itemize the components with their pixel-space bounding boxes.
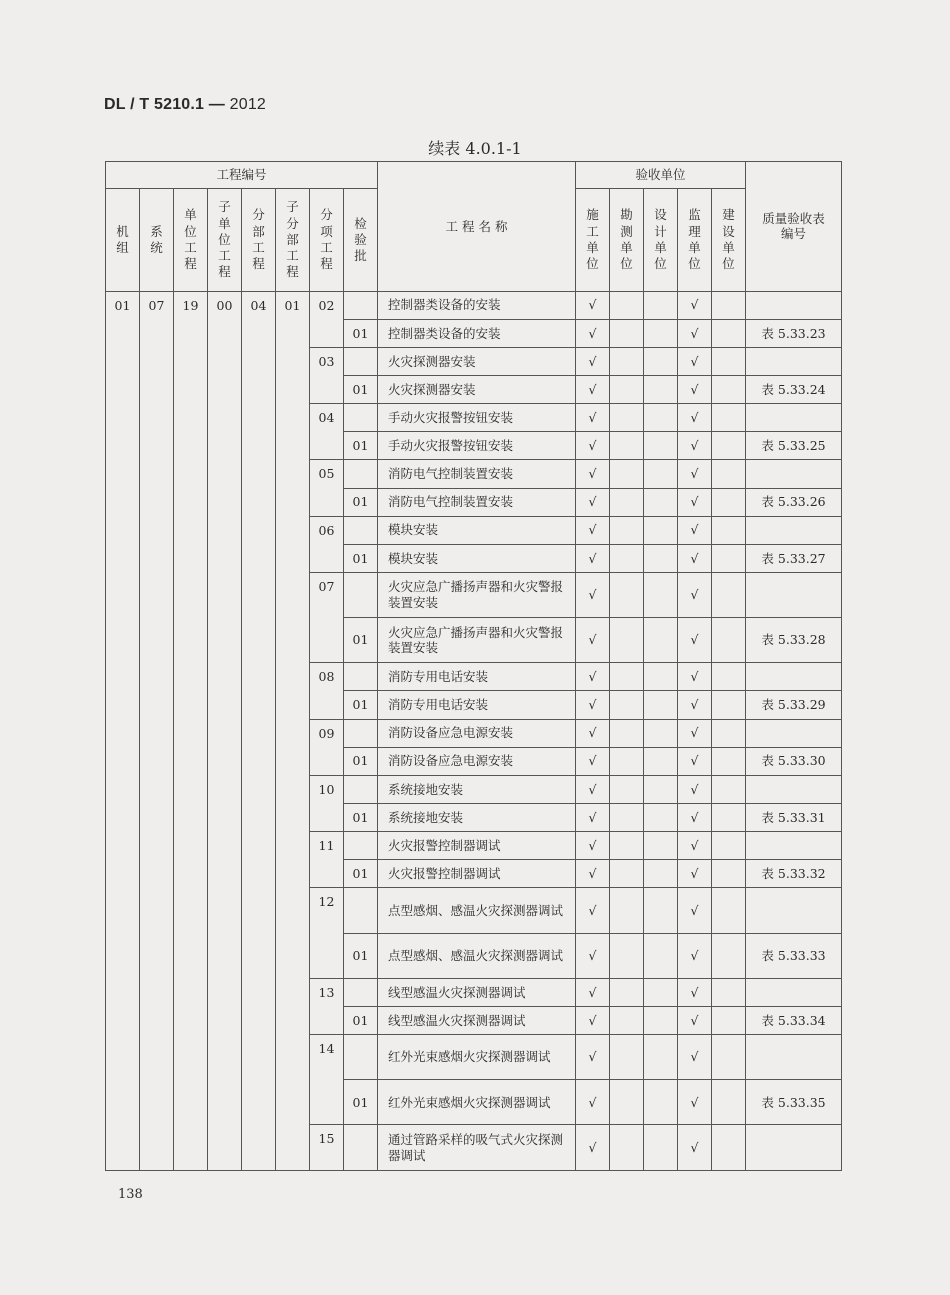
project-name: 消防专用电话安装	[378, 663, 576, 691]
owner-cell	[712, 747, 746, 775]
form-number: 表 5.33.31	[746, 803, 842, 831]
survey-cell	[610, 432, 644, 460]
design-cell	[644, 404, 678, 432]
form-number: 表 5.33.28	[746, 618, 842, 663]
construction-check: √	[576, 376, 610, 404]
design-cell	[644, 1125, 678, 1171]
construction-check: √	[576, 888, 610, 933]
batch-number: 01	[344, 1080, 378, 1125]
construction-check: √	[576, 347, 610, 375]
design-cell	[644, 832, 678, 860]
construction-check: √	[576, 1035, 610, 1080]
form-number: 表 5.33.24	[746, 376, 842, 404]
form-number	[746, 1035, 842, 1080]
design-cell	[644, 488, 678, 516]
survey-cell	[610, 663, 644, 691]
design-cell	[644, 719, 678, 747]
project-name: 控制器类设备的安装	[378, 291, 576, 319]
system-cell: 07	[140, 291, 174, 1170]
batch-number: 01	[344, 691, 378, 719]
owner-cell	[712, 1006, 746, 1034]
form-number	[746, 404, 842, 432]
construction-check: √	[576, 719, 610, 747]
design-cell	[644, 544, 678, 572]
owner-cell	[712, 1125, 746, 1171]
design-cell	[644, 376, 678, 404]
supervision-check: √	[678, 691, 712, 719]
header-sub-division: 子分部工程	[276, 189, 310, 292]
design-cell	[644, 888, 678, 933]
design-cell	[644, 1080, 678, 1125]
project-name: 火灾探测器安装	[378, 376, 576, 404]
design-cell	[644, 775, 678, 803]
form-number	[746, 832, 842, 860]
design-cell	[644, 663, 678, 691]
construction-check: √	[576, 572, 610, 617]
batch-number	[344, 516, 378, 544]
owner-cell	[712, 291, 746, 319]
survey-cell	[610, 832, 644, 860]
project-name: 系统接地安装	[378, 775, 576, 803]
project-name: 点型感烟、感温火灾探测器调试	[378, 933, 576, 978]
design-cell	[644, 1035, 678, 1080]
owner-cell	[712, 860, 746, 888]
survey-cell	[610, 544, 644, 572]
owner-cell	[712, 832, 746, 860]
header-project-name: 工 程 名 称	[378, 162, 576, 292]
project-name: 控制器类设备的安装	[378, 319, 576, 347]
batch-number	[344, 572, 378, 617]
owner-cell	[712, 888, 746, 933]
batch-number: 01	[344, 544, 378, 572]
design-cell	[644, 460, 678, 488]
form-number	[746, 978, 842, 1006]
batch-number	[344, 404, 378, 432]
header-dash: —	[204, 96, 230, 113]
survey-cell	[610, 888, 644, 933]
supervision-check: √	[678, 516, 712, 544]
page-number: 138	[118, 1187, 143, 1202]
design-cell	[644, 572, 678, 617]
batch-number: 01	[344, 933, 378, 978]
owner-cell	[712, 803, 746, 831]
design-cell	[644, 691, 678, 719]
project-name: 火灾应急广播扬声器和火灾警报装置安装	[378, 572, 576, 617]
table-row	[106, 291, 842, 319]
design-cell	[644, 347, 678, 375]
project-name: 通过管路采样的吸气式火灾探测器调试	[378, 1125, 576, 1171]
supervision-check: √	[678, 1125, 712, 1171]
construction-check: √	[576, 933, 610, 978]
supervision-check: √	[678, 460, 712, 488]
sub-unit-cell: 00	[208, 291, 242, 1170]
survey-cell	[610, 516, 644, 544]
batch-number	[344, 832, 378, 860]
supervision-check: √	[678, 376, 712, 404]
project-name: 火灾应急广播扬声器和火灾警报装置安装	[378, 618, 576, 663]
item-number: 07	[310, 572, 344, 662]
form-number: 表 5.33.32	[746, 860, 842, 888]
item-number: 04	[310, 404, 344, 460]
item-number: 02	[310, 291, 344, 347]
project-name: 线型感温火灾探测器调试	[378, 1006, 576, 1034]
form-number: 表 5.33.25	[746, 432, 842, 460]
header-supervision-unit: 监理单位	[678, 189, 712, 292]
design-cell	[644, 978, 678, 1006]
form-number: 表 5.33.30	[746, 747, 842, 775]
batch-number: 01	[344, 618, 378, 663]
batch-number	[344, 978, 378, 1006]
batch-number	[344, 719, 378, 747]
header-form-number: 质量验收表编号	[746, 162, 842, 292]
supervision-check: √	[678, 860, 712, 888]
construction-check: √	[576, 1080, 610, 1125]
survey-cell	[610, 1080, 644, 1125]
batch-number: 01	[344, 747, 378, 775]
design-cell	[644, 803, 678, 831]
owner-cell	[712, 775, 746, 803]
item-number: 03	[310, 347, 344, 403]
batch-number	[344, 1125, 378, 1171]
supervision-check: √	[678, 319, 712, 347]
header-construction-unit: 施工单位	[576, 189, 610, 292]
project-name: 点型感烟、感温火灾探测器调试	[378, 888, 576, 933]
construction-check: √	[576, 775, 610, 803]
form-number: 表 5.33.29	[746, 691, 842, 719]
project-name: 消防专用电话安装	[378, 691, 576, 719]
item-number: 14	[310, 1035, 344, 1125]
form-number: 表 5.33.35	[746, 1080, 842, 1125]
form-number	[746, 572, 842, 617]
form-number	[746, 516, 842, 544]
construction-check: √	[576, 544, 610, 572]
construction-check: √	[576, 618, 610, 663]
form-number: 表 5.33.34	[746, 1006, 842, 1034]
header-survey-unit: 勘测单位	[610, 189, 644, 292]
construction-check: √	[576, 404, 610, 432]
design-cell	[644, 618, 678, 663]
construction-check: √	[576, 803, 610, 831]
header-sub-unit-project: 子单位工程	[208, 189, 242, 292]
batch-number: 01	[344, 432, 378, 460]
supervision-check: √	[678, 488, 712, 516]
batch-number	[344, 347, 378, 375]
survey-cell	[610, 1125, 644, 1171]
survey-cell	[610, 747, 644, 775]
item-number: 11	[310, 832, 344, 888]
project-name: 火灾报警控制器调试	[378, 860, 576, 888]
design-cell	[644, 1006, 678, 1034]
item-number: 12	[310, 888, 344, 978]
project-name: 火灾探测器安装	[378, 347, 576, 375]
design-cell	[644, 432, 678, 460]
design-cell	[644, 516, 678, 544]
project-name: 手动火灾报警按钮安装	[378, 432, 576, 460]
construction-check: √	[576, 978, 610, 1006]
item-number: 05	[310, 460, 344, 516]
division-cell: 04	[242, 291, 276, 1170]
item-number: 09	[310, 719, 344, 775]
form-number	[746, 888, 842, 933]
owner-cell	[712, 347, 746, 375]
construction-check: √	[576, 1006, 610, 1034]
survey-cell	[610, 347, 644, 375]
owner-cell	[712, 319, 746, 347]
owner-cell	[712, 460, 746, 488]
owner-cell	[712, 618, 746, 663]
survey-cell	[610, 319, 644, 347]
owner-cell	[712, 572, 746, 617]
design-cell	[644, 291, 678, 319]
item-number: 08	[310, 663, 344, 719]
supervision-check: √	[678, 404, 712, 432]
form-number	[746, 775, 842, 803]
supervision-check: √	[678, 544, 712, 572]
construction-check: √	[576, 747, 610, 775]
batch-number	[344, 460, 378, 488]
document-header	[104, 96, 266, 114]
header-item: 分项工程	[310, 189, 344, 292]
acceptance-table	[105, 161, 842, 1171]
form-number	[746, 1125, 842, 1171]
owner-cell	[712, 516, 746, 544]
supervision-check: √	[678, 347, 712, 375]
form-number	[746, 291, 842, 319]
batch-number	[344, 1035, 378, 1080]
header-batch: 检验批	[344, 189, 378, 292]
design-cell	[644, 933, 678, 978]
owner-cell	[712, 691, 746, 719]
supervision-check: √	[678, 572, 712, 617]
form-number	[746, 347, 842, 375]
item-number: 10	[310, 775, 344, 831]
survey-cell	[610, 1006, 644, 1034]
construction-check: √	[576, 488, 610, 516]
construction-check: √	[576, 291, 610, 319]
header-system: 系统	[140, 189, 174, 292]
supervision-check: √	[678, 747, 712, 775]
form-number: 表 5.33.33	[746, 933, 842, 978]
project-name: 手动火灾报警按钮安装	[378, 404, 576, 432]
batch-number: 01	[344, 860, 378, 888]
project-name: 红外光束感烟火灾探测器调试	[378, 1080, 576, 1125]
form-number: 表 5.33.23	[746, 319, 842, 347]
project-name: 火灾报警控制器调试	[378, 832, 576, 860]
supervision-check: √	[678, 775, 712, 803]
survey-cell	[610, 488, 644, 516]
project-name: 消防设备应急电源安装	[378, 747, 576, 775]
supervision-check: √	[678, 618, 712, 663]
survey-cell	[610, 691, 644, 719]
project-name: 系统接地安装	[378, 803, 576, 831]
header-unit: 机组	[106, 189, 140, 292]
owner-cell	[712, 544, 746, 572]
project-name: 消防设备应急电源安装	[378, 719, 576, 747]
survey-cell	[610, 775, 644, 803]
survey-cell	[610, 460, 644, 488]
construction-check: √	[576, 1125, 610, 1171]
header-division: 分部工程	[242, 189, 276, 292]
batch-number: 01	[344, 1006, 378, 1034]
table-caption: 续表 4.0.1-1	[428, 139, 522, 158]
survey-cell	[610, 719, 644, 747]
design-cell	[644, 860, 678, 888]
form-number	[746, 719, 842, 747]
owner-cell	[712, 663, 746, 691]
supervision-check: √	[678, 291, 712, 319]
construction-check: √	[576, 460, 610, 488]
supervision-check: √	[678, 933, 712, 978]
construction-check: √	[576, 663, 610, 691]
supervision-check: √	[678, 432, 712, 460]
construction-check: √	[576, 860, 610, 888]
batch-number	[344, 663, 378, 691]
owner-cell	[712, 719, 746, 747]
unit-project-cell: 19	[174, 291, 208, 1170]
owner-cell	[712, 488, 746, 516]
supervision-check: √	[678, 832, 712, 860]
form-number	[746, 460, 842, 488]
owner-cell	[712, 933, 746, 978]
standard-code: DL / T 5210.1	[104, 96, 205, 113]
batch-number: 01	[344, 376, 378, 404]
sub-division-cell: 01	[276, 291, 310, 1170]
owner-cell	[712, 404, 746, 432]
owner-cell	[712, 1080, 746, 1125]
supervision-check: √	[678, 1035, 712, 1080]
item-number: 15	[310, 1125, 344, 1171]
item-number: 06	[310, 516, 344, 572]
survey-cell	[610, 404, 644, 432]
owner-cell	[712, 376, 746, 404]
group-acceptance-units: 验收单位	[576, 162, 746, 189]
owner-cell	[712, 432, 746, 460]
form-number: 表 5.33.27	[746, 544, 842, 572]
project-name: 模块安装	[378, 516, 576, 544]
design-cell	[644, 319, 678, 347]
survey-cell	[610, 803, 644, 831]
batch-number	[344, 291, 378, 319]
batch-number	[344, 888, 378, 933]
supervision-check: √	[678, 803, 712, 831]
form-number	[746, 663, 842, 691]
construction-check: √	[576, 319, 610, 347]
header-owner-unit: 建设单位	[712, 189, 746, 292]
batch-number: 01	[344, 319, 378, 347]
supervision-check: √	[678, 1006, 712, 1034]
survey-cell	[610, 1035, 644, 1080]
construction-check: √	[576, 432, 610, 460]
survey-cell	[610, 860, 644, 888]
project-name: 线型感温火灾探测器调试	[378, 978, 576, 1006]
supervision-check: √	[678, 1080, 712, 1125]
owner-cell	[712, 978, 746, 1006]
project-name: 消防电气控制装置安装	[378, 488, 576, 516]
design-cell	[644, 747, 678, 775]
project-name: 模块安装	[378, 544, 576, 572]
header-unit-project: 单位工程	[174, 189, 208, 292]
standard-year: 2012	[229, 96, 267, 113]
survey-cell	[610, 978, 644, 1006]
supervision-check: √	[678, 888, 712, 933]
survey-cell	[610, 618, 644, 663]
batch-number: 01	[344, 488, 378, 516]
item-number: 13	[310, 978, 344, 1034]
supervision-check: √	[678, 978, 712, 1006]
survey-cell	[610, 572, 644, 617]
survey-cell	[610, 933, 644, 978]
construction-check: √	[576, 832, 610, 860]
batch-number: 01	[344, 803, 378, 831]
owner-cell	[712, 1035, 746, 1080]
project-name: 红外光束感烟火灾探测器调试	[378, 1035, 576, 1080]
header-design-unit: 设计单位	[644, 189, 678, 292]
supervision-check: √	[678, 719, 712, 747]
supervision-check: √	[678, 663, 712, 691]
project-name: 消防电气控制装置安装	[378, 460, 576, 488]
construction-check: √	[576, 691, 610, 719]
group-engineering-number: 工程编号	[106, 162, 378, 189]
form-number: 表 5.33.26	[746, 488, 842, 516]
unit-cell: 01	[106, 291, 140, 1170]
survey-cell	[610, 291, 644, 319]
batch-number	[344, 775, 378, 803]
construction-check: √	[576, 516, 610, 544]
survey-cell	[610, 376, 644, 404]
